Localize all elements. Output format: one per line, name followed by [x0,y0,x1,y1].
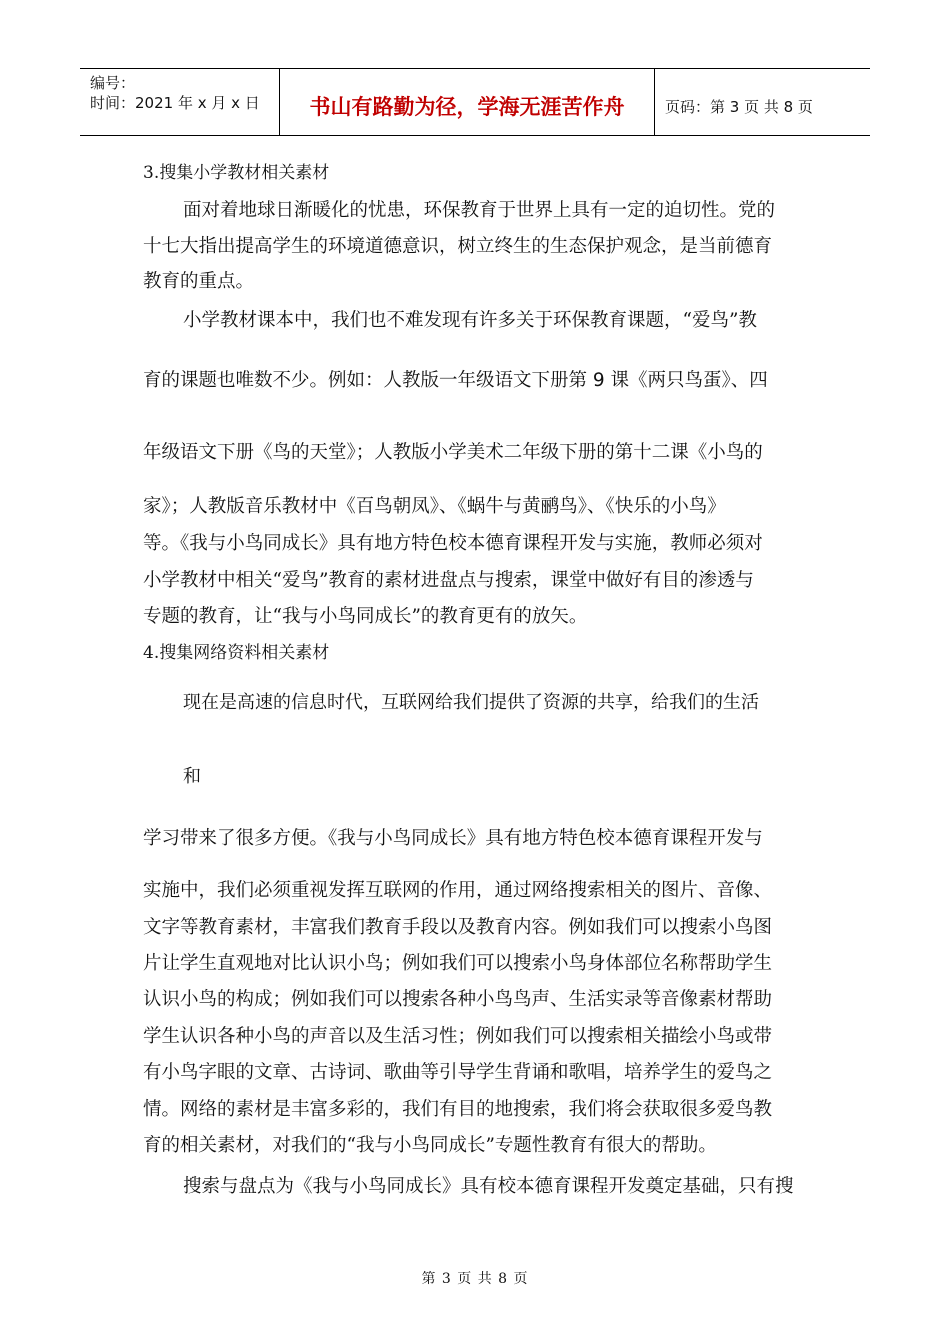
paragraph-line: 十七大指出提高学生的环境道德意识，树立终生的生态保护观念，是当前德育 [143,236,773,257]
section-heading-3: 3.搜集小学教材相关素材 [143,163,330,183]
paragraph-line: 小学教材课本中，我们也不难发现有许多关于环保教育课题，“爱鸟”教 [183,310,757,331]
text-run-sans: 学习带来了很多方便。 [143,828,329,849]
paragraph-line: 片让学生直观地对比认识小鸟；例如我们可以搜索小鸟身体部位名称帮助学生 [143,953,773,974]
paragraph-line [143,826,763,852]
text-run-sans: 年级语文下册《鸟的天堂》； [143,442,375,463]
paragraph-line: 家》；人教版音乐教材中《百鸟朝凤》、《蜗牛与黄鹂鸟》、《快乐的小鸟》 [143,496,726,517]
paragraph-line [143,368,768,394]
paragraph-line: 认识小鸟的构成；例如我们可以搜索各种小鸟鸟声、生活实录等音像素材帮助 [143,989,773,1010]
paragraph-line: 小学教材中相关“爱鸟”教育的素材进盘点与搜索，课堂中做好有目的渗透与 [143,570,754,591]
header-page-info: 页码：第 3 页 共 8 页 [665,97,813,116]
text-run: 《我与小鸟同成长》具有地方特色校本德育课程开发与 [328,828,763,849]
paragraph-line: 和 [183,766,201,787]
paragraph-line: 育的相关素材，对我们的“我与小鸟同成长”专题性教育有很大的帮助。 [143,1135,717,1156]
paragraph-line: 文字等教育素材，丰富我们教育手段以及教育内容。例如我们可以搜索小鸟图 [143,917,773,938]
page-footer: 第 3 页 共 8 页 [421,1271,529,1287]
paragraph-line [143,440,763,466]
text-run: 育的课题也唯数不少。例如：人教版一年级 [143,370,495,391]
paragraph-line: 实施中，我们必须重视发挥互联网的作用，通过网络搜索相关的图片、音像、 [143,880,773,901]
section-heading-4: 4.搜集网络资料相关素材 [143,643,330,663]
text-run-sans: 语文下册第 9 课《两只鸟蛋》、四 [494,370,768,391]
document-number-label: 编号： [90,74,136,92]
paragraph-line: 有小鸟字眼的文章、古诗词、歌曲等引导学生背诵和歌唱，培养学生的爱鸟之 [143,1062,773,1083]
header-meta-cell [80,69,280,135]
page-header [80,68,870,136]
paragraph-line: 教育的重点。 [143,271,255,292]
paragraph-line: 情。网络的素材是丰富多彩的，我们有目的地搜索，我们将会获取很多爱鸟教 [143,1099,773,1120]
paragraph-line: 等。《我与小鸟同成长》具有地方特色校本德育课程开发与实施，教师必须对 [143,533,763,554]
document-date: 时间：2021 年 x 月 x 日 [90,94,260,112]
paragraph-line: 专题的教育，让“我与小鸟同成长”的教育更有的放矢。 [143,606,588,627]
paragraph-line: 现在是高速的信息时代，互联网给我们提供了资源的共享，给我们的生活 [183,692,759,713]
paragraph-line: 学生认识各种小鸟的声音以及生活习性；例如我们可以搜索相关描绘小鸟或带 [143,1026,773,1047]
paragraph-line: 搜索与盘点为《我与小鸟同成长》具有校本德育课程开发奠定基础，只有搜 [183,1176,794,1197]
text-run: 人教版小学美术二年级下册的第十二课《小鸟的 [374,442,763,463]
header-motto: 书山有路勤为径，学海无涯苦作舟 [280,69,655,135]
paragraph-line: 面对着地球日渐暖化的忧患，环保教育于世界上具有一定的迫切性。党的 [183,200,776,221]
